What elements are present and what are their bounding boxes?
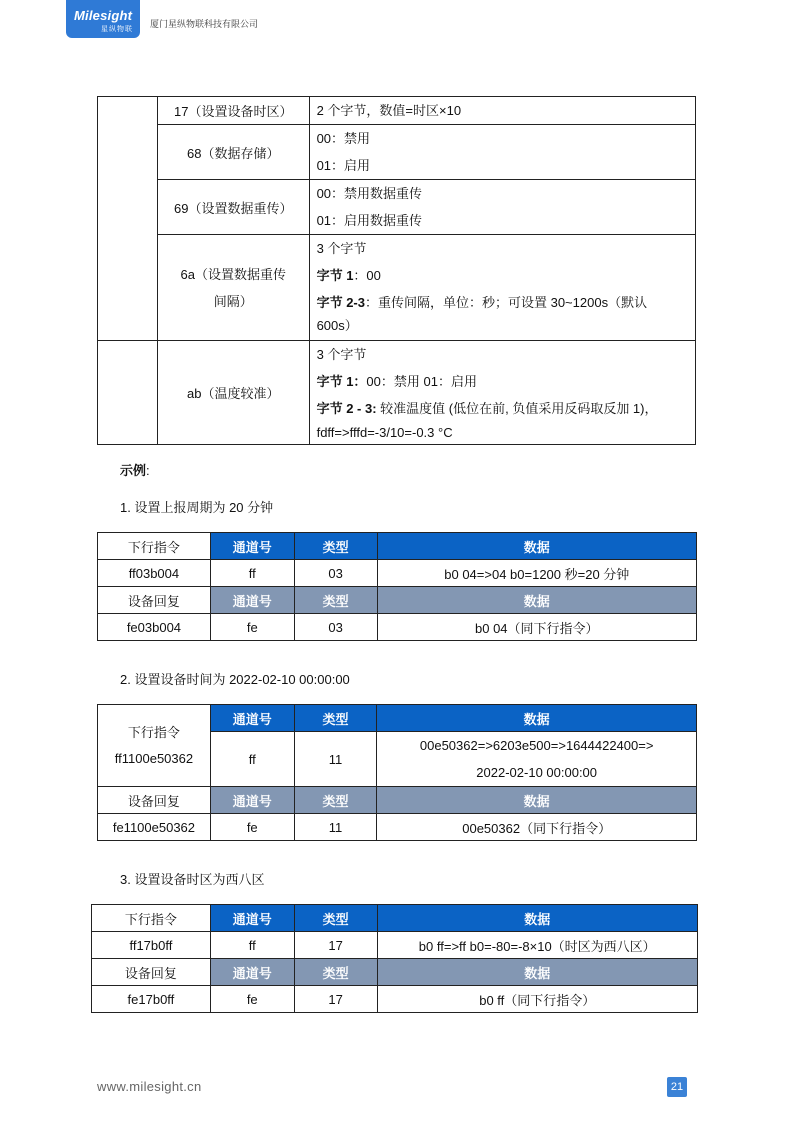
header-channel: 通道号 [210,787,294,814]
header-type: 类型 [294,959,377,986]
example-table [97,704,697,841]
table-row [92,905,698,932]
table-row [92,959,698,986]
table-row [98,614,697,641]
table-row [98,560,697,587]
param-desc: 00：禁用数据重传 01：启用数据重传 [309,180,695,235]
down-label-cell: 下行指令 ff1100e50362 [98,705,211,787]
table-row [92,986,698,1013]
header-data: 数据 [377,705,697,732]
merged-cell [98,97,158,341]
reply-channel: fe [210,814,294,841]
table-row [98,97,696,125]
reply-label: 设备回复 [92,959,211,986]
down-channel: ff [210,732,294,787]
company-name: 厦门星纵物联科技有限公司 [150,19,259,29]
header-type: 类型 [294,905,377,932]
down-type: 17 [294,932,377,959]
param-code: 17（设置设备时区） [157,97,309,125]
header-channel: 通道号 [210,959,294,986]
param-desc: 2 个字节，数值=时区×10 [309,97,695,125]
header-data: 数据 [377,533,696,560]
param-code: ab（温度较准） [157,341,309,445]
logo-subtext: 星纵物联 [101,26,133,33]
example-heading: 示例: [120,463,150,478]
header-data: 数据 [377,959,698,986]
reply-data: b0 04（同下行指令） [377,614,696,641]
header-type: 类型 [294,533,377,560]
table-row [98,787,697,814]
header-data: 数据 [377,587,696,614]
down-cmd: ff17b0ff [92,932,211,959]
reply-data: 00e50362（同下行指令） [377,814,697,841]
param-code: 69（设置数据重传） [157,180,309,235]
reply-cmd: fe17b0ff [92,986,211,1013]
down-label: 下行指令 [92,905,211,932]
down-data: b0 ff=>ff b0=-80=-8×10（时区为西八区） [377,932,698,959]
example-table [91,904,698,1013]
footer-url[interactable]: www.milesight.cn [97,1079,202,1094]
reply-label: 设备回复 [98,787,211,814]
down-label: 下行指令 [98,533,211,560]
logo-text: Milesight [74,8,133,23]
down-channel: ff [210,932,294,959]
param-desc: 3 个字节 字节 1：00 字节 2-3：重传间隔，单位：秒；可设置 30~1200s（默认 600s） [309,235,695,341]
header-data: 数据 [377,905,698,932]
param-code: 6a（设置数据重传 间隔） [157,235,309,341]
reply-type: 17 [294,986,377,1013]
header-channel: 通道号 [210,587,294,614]
table-row [98,705,697,732]
param-desc: 00：禁用 01：启用 [309,125,695,180]
table-row [98,125,696,180]
table-row [98,235,696,341]
example-title: 1. 设置上报周期为 20 分钟 [120,500,274,515]
down-cmd: ff03b004 [98,560,211,587]
header-data: 数据 [377,787,697,814]
down-type: 11 [294,732,377,787]
down-data: b0 04=>04 b0=1200 秒=20 分钟 [377,560,696,587]
header-type: 类型 [294,705,377,732]
header-channel: 通道号 [210,533,294,560]
example-title: 2. 设置设备时间为 2022-02-10 00:00:00 [120,672,350,687]
table-row [98,814,697,841]
reply-channel: fe [210,614,294,641]
table-row [98,341,696,445]
reply-cmd: fe1100e50362 [98,814,211,841]
reply-data: b0 ff（同下行指令） [377,986,698,1013]
reply-cmd: fe03b004 [98,614,211,641]
header-channel: 通道号 [210,705,294,732]
header-type: 类型 [294,787,377,814]
example-table [97,532,697,641]
param-code: 68（数据存储） [157,125,309,180]
down-data: 00e50362=>6203e500=>1644422400=> 2022-02-10 00:00:00 [377,732,697,787]
parameter-table [97,96,696,445]
reply-channel: fe [210,986,294,1013]
param-desc: 3 个字节 字节 1：00：禁用 01：启用 字节 2 - 3: 较准温度值 (低位在前, 负值采用反码取反加 1)， fdff=>fffd=-3/10=-0.3 °C [309,341,695,445]
table-row [98,587,697,614]
table-row [92,932,698,959]
reply-type: 11 [294,814,377,841]
reply-label: 设备回复 [98,587,211,614]
reply-type: 03 [294,614,377,641]
header-channel: 通道号 [210,905,294,932]
header-type: 类型 [294,587,377,614]
table-row [98,533,697,560]
milesight-logo [66,0,140,38]
down-type: 03 [294,560,377,587]
merged-cell [98,341,158,445]
example-title: 3. 设置设备时区为西八区 [120,872,265,887]
down-channel: ff [210,560,294,587]
page-number: 21 [667,1077,687,1097]
table-row [98,180,696,235]
